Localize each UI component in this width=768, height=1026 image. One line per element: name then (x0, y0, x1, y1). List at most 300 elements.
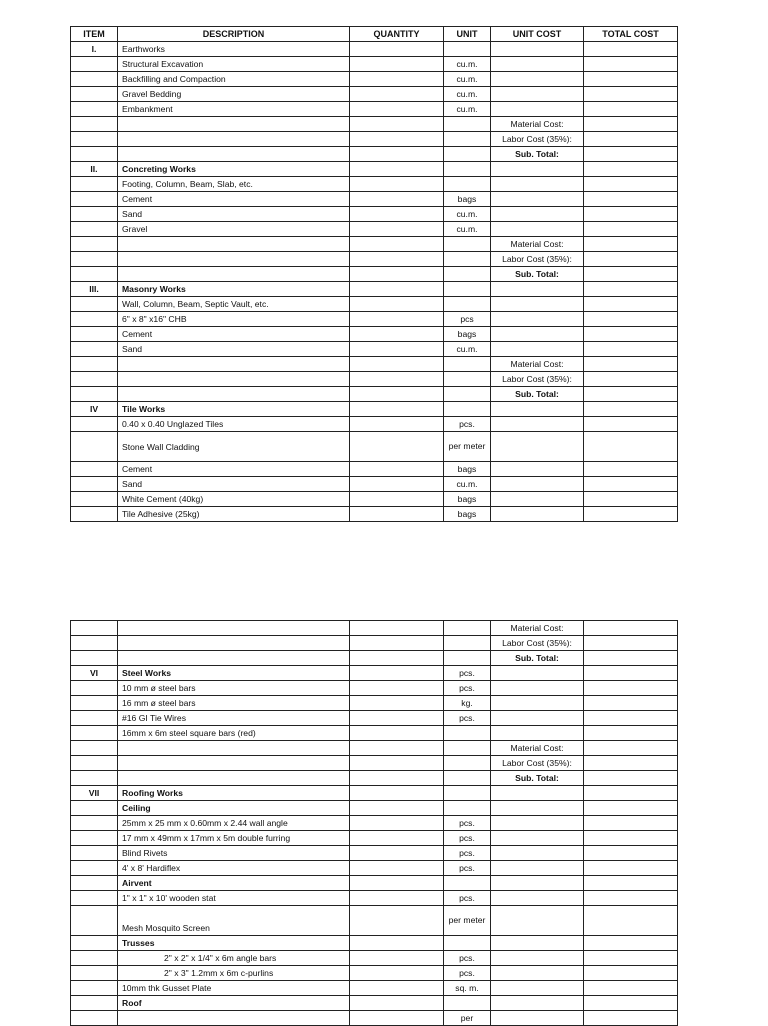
unit-cell: bags (444, 327, 491, 342)
total-cost-cell (584, 936, 678, 951)
unit-cost-cell (491, 477, 584, 492)
total-cost-cell (584, 297, 678, 312)
quantity-cell (350, 507, 444, 522)
unit-cost-cell (491, 192, 584, 207)
unit-cell (444, 756, 491, 771)
item-cell (71, 192, 118, 207)
quantity-cell (350, 177, 444, 192)
unit-cell (444, 621, 491, 636)
quantity-cell (350, 666, 444, 681)
total-cost-cell (584, 312, 678, 327)
unit-cost-cell (491, 666, 584, 681)
unit-cost-cell (491, 951, 584, 966)
table-row (71, 786, 678, 801)
total-cost-cell (584, 891, 678, 906)
table-row (71, 357, 678, 372)
unit-cost-cell (491, 846, 584, 861)
unit-cost-cell (491, 327, 584, 342)
item-cell (71, 207, 118, 222)
total-cost-cell (584, 831, 678, 846)
unit-cost-cell: Sub. Total: (491, 267, 584, 282)
total-cost-cell (584, 996, 678, 1011)
description-cell: Sand (118, 477, 350, 492)
unit-cell: sq. m. (444, 981, 491, 996)
item-cell (71, 711, 118, 726)
total-cost-cell (584, 237, 678, 252)
description-cell (118, 267, 350, 282)
quantity-cell (350, 846, 444, 861)
unit-cost-cell (491, 102, 584, 117)
total-cost-cell (584, 207, 678, 222)
unit-cost-cell (491, 861, 584, 876)
item-cell (71, 756, 118, 771)
unit-cell (444, 282, 491, 297)
unit-cell: pcs. (444, 846, 491, 861)
quantity-cell (350, 951, 444, 966)
unit-cell (444, 147, 491, 162)
unit-cost-cell (491, 996, 584, 1011)
table-row (71, 666, 678, 681)
description-cell (118, 237, 350, 252)
table-row (71, 282, 678, 297)
total-cost-cell (584, 42, 678, 57)
quantity-cell (350, 342, 444, 357)
table-row (71, 891, 678, 906)
table-row (71, 906, 678, 936)
total-cost-cell (584, 786, 678, 801)
table-row (71, 312, 678, 327)
total-cost-cell (584, 72, 678, 87)
description-cell (118, 252, 350, 267)
unit-cell: cu.m. (444, 87, 491, 102)
table-row (71, 57, 678, 72)
unit-cell: pcs. (444, 666, 491, 681)
unit-cost-cell (491, 432, 584, 462)
unit-cell: kg. (444, 696, 491, 711)
description-cell: Embankment (118, 102, 350, 117)
total-cost-cell (584, 906, 678, 936)
item-cell (71, 681, 118, 696)
description-cell: Stone Wall Cladding (118, 432, 350, 462)
description-cell (118, 771, 350, 786)
quantity-cell (350, 162, 444, 177)
unit-cost-cell (491, 876, 584, 891)
unit-cost-cell (491, 891, 584, 906)
table-row (71, 816, 678, 831)
item-cell (71, 222, 118, 237)
total-cost-cell (584, 696, 678, 711)
item-cell: VII (71, 786, 118, 801)
quantity-cell (350, 681, 444, 696)
total-cost-cell (584, 342, 678, 357)
total-cost-cell (584, 621, 678, 636)
item-cell (71, 621, 118, 636)
item-cell (71, 906, 118, 936)
quantity-cell (350, 192, 444, 207)
description-cell: 4' x 8' Hardiflex (118, 861, 350, 876)
total-cost-cell (584, 876, 678, 891)
table-row (71, 996, 678, 1011)
quantity-cell (350, 756, 444, 771)
unit-cost-cell (491, 312, 584, 327)
total-cost-cell (584, 267, 678, 282)
description-cell: Gravel (118, 222, 350, 237)
unit-cost-cell (491, 297, 584, 312)
header-row (71, 27, 678, 42)
unit-cell (444, 801, 491, 816)
item-cell: VI (71, 666, 118, 681)
table-row (71, 372, 678, 387)
unit-cost-cell (491, 342, 584, 357)
description-cell (118, 651, 350, 666)
unit-cost-cell (491, 87, 584, 102)
description-cell (118, 756, 350, 771)
quantity-cell (350, 297, 444, 312)
description-cell: Tile Adhesive (25kg) (118, 507, 350, 522)
unit-cell (444, 402, 491, 417)
item-cell (71, 57, 118, 72)
total-cost-cell (584, 492, 678, 507)
unit-cost-cell: Labor Cost (35%): (491, 756, 584, 771)
description-cell: Blind Rivets (118, 846, 350, 861)
quantity-cell (350, 87, 444, 102)
item-cell (71, 696, 118, 711)
table-row (71, 177, 678, 192)
unit-cost-cell (491, 1011, 584, 1026)
total-cost-cell (584, 477, 678, 492)
table-row (71, 417, 678, 432)
table-row (71, 696, 678, 711)
quantity-cell (350, 387, 444, 402)
table-row (71, 1011, 678, 1026)
description-cell: Trusses (118, 936, 350, 951)
unit-cell: pcs. (444, 831, 491, 846)
total-cost-cell (584, 432, 678, 462)
quantity-cell (350, 477, 444, 492)
unit-cell (444, 177, 491, 192)
unit-cell: bags (444, 507, 491, 522)
table-row (71, 741, 678, 756)
unit-cell: pcs. (444, 417, 491, 432)
description-cell: 6" x 8" x16" CHB (118, 312, 350, 327)
total-cost-cell (584, 117, 678, 132)
unit-cell (444, 237, 491, 252)
unit-cell: pcs. (444, 711, 491, 726)
quantity-cell (350, 771, 444, 786)
unit-cost-cell: Labor Cost (35%): (491, 636, 584, 651)
quantity-cell (350, 861, 444, 876)
table-row (71, 207, 678, 222)
item-cell (71, 117, 118, 132)
item-cell (71, 267, 118, 282)
description-cell: 2" x 2" x 1/4" x 6m angle bars (118, 951, 350, 966)
total-cost-cell (584, 402, 678, 417)
item-cell (71, 876, 118, 891)
description-cell: Footing, Column, Beam, Slab, etc. (118, 177, 350, 192)
quantity-cell (350, 312, 444, 327)
total-cost-cell (584, 102, 678, 117)
description-cell: 16 mm ø steel bars (118, 696, 350, 711)
total-cost-cell (584, 327, 678, 342)
bill-of-quantities-table-2 (70, 620, 678, 1026)
total-cost-cell (584, 222, 678, 237)
quantity-cell (350, 462, 444, 477)
table-row (71, 726, 678, 741)
item-cell: IV (71, 402, 118, 417)
unit-cell: cu.m. (444, 72, 491, 87)
unit-cell (444, 786, 491, 801)
table-row (71, 237, 678, 252)
item-cell (71, 492, 118, 507)
unit-cost-cell (491, 417, 584, 432)
description-cell: Sand (118, 207, 350, 222)
total-cost-cell (584, 966, 678, 981)
description-cell: Ceiling (118, 801, 350, 816)
table-row (71, 681, 678, 696)
unit-cost-cell (491, 282, 584, 297)
quantity-cell (350, 816, 444, 831)
item-cell (71, 951, 118, 966)
description-cell: Wall, Column, Beam, Septic Vault, etc. (118, 297, 350, 312)
item-cell (71, 831, 118, 846)
table-row (71, 621, 678, 636)
unit-cost-cell: Labor Cost (35%): (491, 132, 584, 147)
item-cell: II. (71, 162, 118, 177)
quantity-cell (350, 996, 444, 1011)
unit-cost-cell (491, 906, 584, 936)
table-row (71, 327, 678, 342)
quantity-cell (350, 786, 444, 801)
unit-cost-cell (491, 222, 584, 237)
quantity-cell (350, 357, 444, 372)
table-row (71, 267, 678, 282)
unit-cell: pcs. (444, 816, 491, 831)
unit-cell (444, 357, 491, 372)
description-cell: #16 GI Tie Wires (118, 711, 350, 726)
item-cell (71, 312, 118, 327)
table-row (71, 387, 678, 402)
item-cell (71, 132, 118, 147)
item-cell (71, 846, 118, 861)
unit-cell: cu.m. (444, 477, 491, 492)
quantity-cell (350, 981, 444, 996)
unit-cell (444, 132, 491, 147)
description-cell: Cement (118, 192, 350, 207)
table-row (71, 147, 678, 162)
total-cost-cell (584, 372, 678, 387)
description-cell: White Cement (40kg) (118, 492, 350, 507)
unit-cell: pcs. (444, 951, 491, 966)
item-cell (71, 417, 118, 432)
description-cell: Masonry Works (118, 282, 350, 297)
item-cell (71, 996, 118, 1011)
table-row (71, 831, 678, 846)
item-cell (71, 726, 118, 741)
item-cell (71, 462, 118, 477)
unit-cell (444, 267, 491, 282)
quantity-cell (350, 402, 444, 417)
unit-cell: pcs. (444, 891, 491, 906)
total-cost-cell (584, 357, 678, 372)
description-cell (118, 132, 350, 147)
description-cell: Airvent (118, 876, 350, 891)
description-cell: Roofing Works (118, 786, 350, 801)
total-cost-cell (584, 162, 678, 177)
header-item: ITEM (71, 27, 118, 42)
description-cell: Mesh Mosquito Screen (118, 906, 350, 936)
table-row (71, 72, 678, 87)
quantity-cell (350, 222, 444, 237)
unit-cost-cell (491, 507, 584, 522)
unit-cell: bags (444, 192, 491, 207)
quantity-cell (350, 102, 444, 117)
unit-cell (444, 387, 491, 402)
unit-cell: per (444, 1011, 491, 1026)
unit-cell (444, 252, 491, 267)
item-cell (71, 816, 118, 831)
quantity-cell (350, 267, 444, 282)
unit-cost-cell: Material Cost: (491, 237, 584, 252)
unit-cell: pcs (444, 312, 491, 327)
unit-cost-cell (491, 207, 584, 222)
table-row (71, 861, 678, 876)
quantity-cell (350, 801, 444, 816)
total-cost-cell (584, 132, 678, 147)
item-cell (71, 87, 118, 102)
description-cell: Concreting Works (118, 162, 350, 177)
description-cell (118, 147, 350, 162)
total-cost-cell (584, 417, 678, 432)
table-row (71, 651, 678, 666)
table-row (71, 342, 678, 357)
description-cell (118, 117, 350, 132)
unit-cost-cell (491, 57, 584, 72)
quantity-cell (350, 117, 444, 132)
quantity-cell (350, 42, 444, 57)
description-cell: Sand (118, 342, 350, 357)
quantity-cell (350, 741, 444, 756)
item-cell: III. (71, 282, 118, 297)
total-cost-cell (584, 252, 678, 267)
unit-cost-cell: Sub. Total: (491, 651, 584, 666)
unit-cell: cu.m. (444, 342, 491, 357)
unit-cell (444, 42, 491, 57)
unit-cost-cell (491, 492, 584, 507)
table-row (71, 711, 678, 726)
unit-cell (444, 726, 491, 741)
total-cost-cell (584, 981, 678, 996)
header-description: DESCRIPTION (118, 27, 350, 42)
unit-cost-cell: Labor Cost (35%): (491, 252, 584, 267)
unit-cost-cell: Sub. Total: (491, 387, 584, 402)
table-row (71, 222, 678, 237)
description-cell: Earthworks (118, 42, 350, 57)
unit-cost-cell (491, 42, 584, 57)
unit-cost-cell: Material Cost: (491, 741, 584, 756)
item-cell (71, 741, 118, 756)
item-cell (71, 387, 118, 402)
total-cost-cell (584, 741, 678, 756)
unit-cell: pcs. (444, 681, 491, 696)
table-row (71, 492, 678, 507)
item-cell (71, 507, 118, 522)
total-cost-cell (584, 147, 678, 162)
table-row (71, 432, 678, 462)
unit-cost-cell (491, 966, 584, 981)
table-row (71, 132, 678, 147)
quantity-cell (350, 831, 444, 846)
unit-cell (444, 117, 491, 132)
header-quantity: QUANTITY (350, 27, 444, 42)
table-row (71, 162, 678, 177)
item-cell (71, 147, 118, 162)
description-cell: Cement (118, 327, 350, 342)
description-cell: Structural Excavation (118, 57, 350, 72)
description-cell (118, 621, 350, 636)
unit-cost-cell: Material Cost: (491, 117, 584, 132)
unit-cell: pcs. (444, 861, 491, 876)
unit-cell: pcs. (444, 966, 491, 981)
description-cell: 10mm thk Gusset Plate (118, 981, 350, 996)
item-cell (71, 342, 118, 357)
item-cell (71, 372, 118, 387)
item-cell (71, 102, 118, 117)
unit-cell: bags (444, 462, 491, 477)
table-row (71, 117, 678, 132)
unit-cell: per meter (444, 432, 491, 462)
quantity-cell (350, 651, 444, 666)
total-cost-cell (584, 816, 678, 831)
description-cell: 25mm x 25 mm x 0.60mm x 2.44 wall angle (118, 816, 350, 831)
total-cost-cell (584, 387, 678, 402)
quantity-cell (350, 237, 444, 252)
quantity-cell (350, 621, 444, 636)
unit-cost-cell (491, 816, 584, 831)
unit-cost-cell (491, 786, 584, 801)
unit-cost-cell: Labor Cost (35%): (491, 372, 584, 387)
quantity-cell (350, 1011, 444, 1026)
table-row (71, 801, 678, 816)
total-cost-cell (584, 951, 678, 966)
unit-cell: per meter (444, 906, 491, 936)
unit-cell (444, 372, 491, 387)
bill-of-quantities-table-1 (70, 26, 678, 522)
quantity-cell (350, 891, 444, 906)
item-cell: I. (71, 42, 118, 57)
unit-cost-cell (491, 72, 584, 87)
item-cell (71, 801, 118, 816)
description-cell (118, 636, 350, 651)
item-cell (71, 771, 118, 786)
description-cell: 0.40 x 0.40 Unglazed Tiles (118, 417, 350, 432)
quantity-cell (350, 207, 444, 222)
description-cell (118, 1011, 350, 1026)
table-row (71, 846, 678, 861)
description-cell: Roof (118, 996, 350, 1011)
unit-cost-cell (491, 462, 584, 477)
item-cell (71, 981, 118, 996)
total-cost-cell (584, 711, 678, 726)
header-total-cost: TOTAL COST (584, 27, 678, 42)
description-cell (118, 372, 350, 387)
unit-cost-cell (491, 711, 584, 726)
header-unit-cost: UNIT COST (491, 27, 584, 42)
item-cell (71, 177, 118, 192)
unit-cell: bags (444, 492, 491, 507)
unit-cell (444, 162, 491, 177)
item-cell (71, 237, 118, 252)
item-cell (71, 252, 118, 267)
